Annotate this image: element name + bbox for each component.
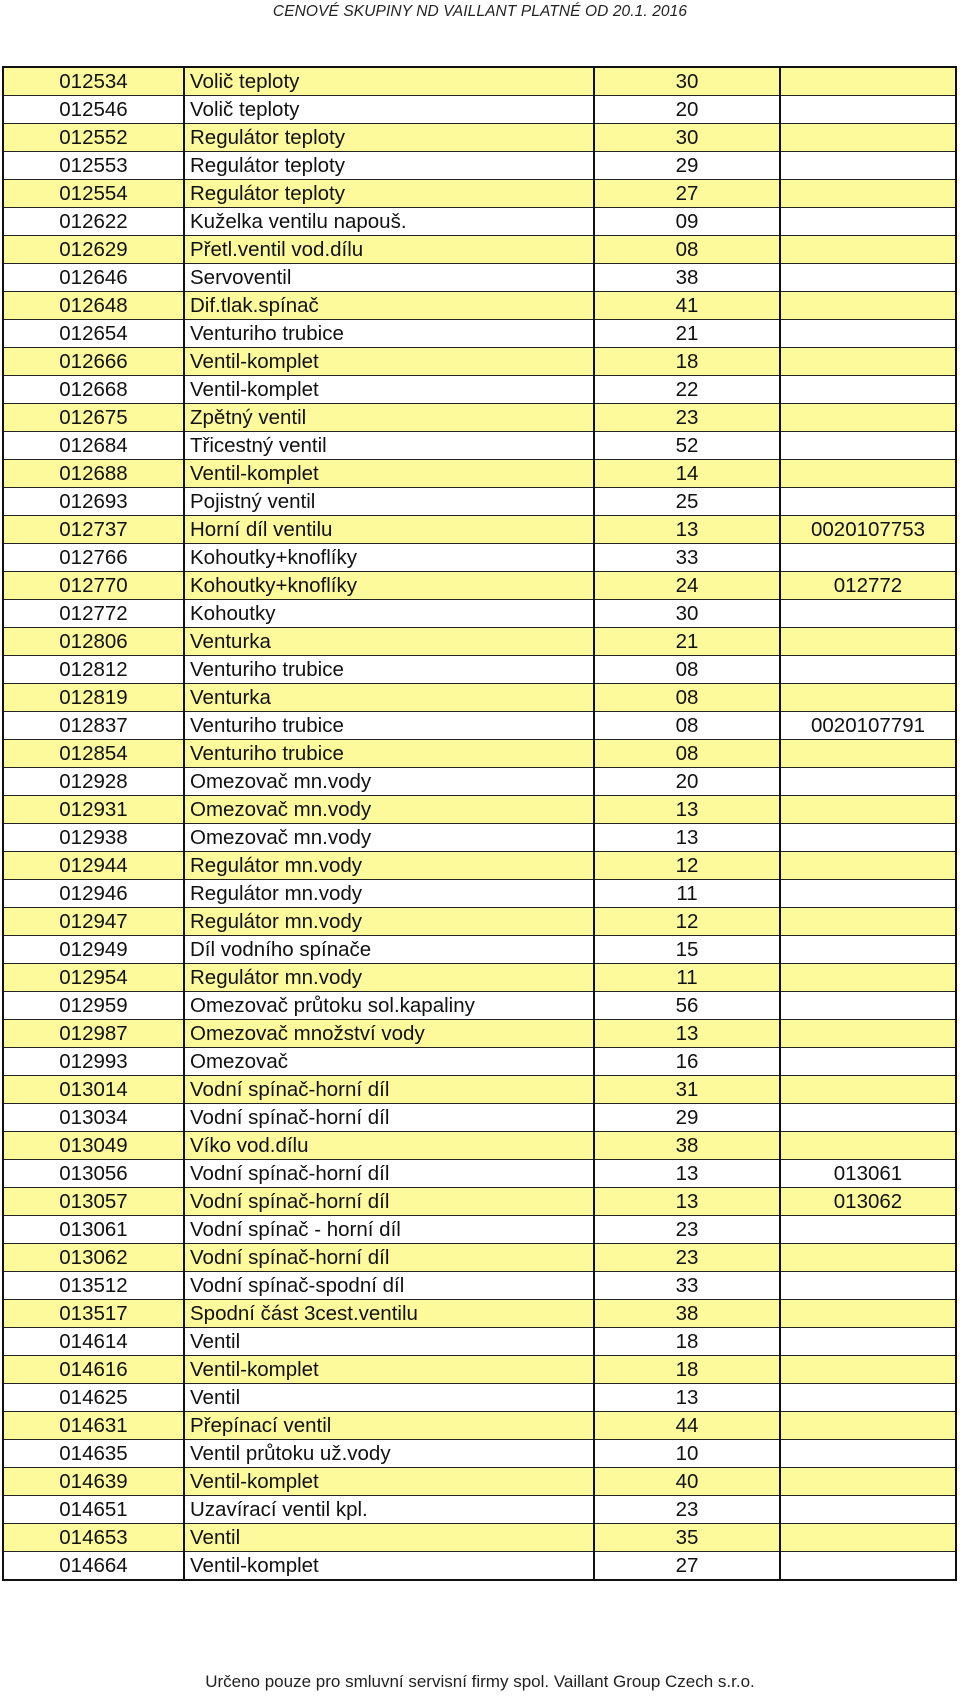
table-row [3, 656, 956, 684]
price-group-cell: 23 [594, 404, 780, 432]
table-row [3, 376, 956, 404]
part-code-cell: 012928 [3, 768, 184, 796]
part-name-cell: Pojistný ventil [184, 488, 594, 516]
price-group-cell: 12 [594, 852, 780, 880]
part-code-cell: 012766 [3, 544, 184, 572]
replacement-code-cell [780, 96, 956, 124]
part-name-cell: Regulátor teploty [184, 124, 594, 152]
replacement-code-cell [780, 1020, 956, 1048]
replacement-code-cell [780, 1468, 956, 1496]
part-code-cell: 012949 [3, 936, 184, 964]
part-code-cell: 012629 [3, 236, 184, 264]
price-group-cell: 23 [594, 1496, 780, 1524]
part-name-cell: Přepínací ventil [184, 1412, 594, 1440]
table-row [3, 1328, 956, 1356]
part-code-cell: 014616 [3, 1356, 184, 1384]
part-code-cell: 012684 [3, 432, 184, 460]
price-group-cell: 10 [594, 1440, 780, 1468]
replacement-code-cell [780, 1244, 956, 1272]
part-name-cell: Ventil-komplet [184, 1468, 594, 1496]
price-group-cell: 44 [594, 1412, 780, 1440]
price-group-cell: 21 [594, 320, 780, 348]
part-name-cell: Omezovač mn.vody [184, 824, 594, 852]
replacement-code-cell [780, 936, 956, 964]
table-row [3, 796, 956, 824]
table-row [3, 880, 956, 908]
part-code-cell: 013061 [3, 1216, 184, 1244]
part-code-cell: 012654 [3, 320, 184, 348]
price-group-cell: 41 [594, 292, 780, 320]
part-name-cell: Venturiho trubice [184, 320, 594, 348]
price-group-cell: 56 [594, 992, 780, 1020]
table-row [3, 1468, 956, 1496]
part-name-cell: Regulátor mn.vody [184, 880, 594, 908]
part-code-cell: 012622 [3, 208, 184, 236]
price-group-cell: 18 [594, 348, 780, 376]
price-group-cell: 33 [594, 544, 780, 572]
part-code-cell: 012688 [3, 460, 184, 488]
part-code-cell: 012534 [3, 67, 184, 96]
replacement-code-cell [780, 908, 956, 936]
price-group-cell: 20 [594, 768, 780, 796]
price-group-cell: 14 [594, 460, 780, 488]
table-row [3, 1384, 956, 1412]
part-code-cell: 012646 [3, 264, 184, 292]
price-group-cell: 18 [594, 1328, 780, 1356]
part-name-cell: Ventil-komplet [184, 1356, 594, 1384]
part-code-cell: 012546 [3, 96, 184, 124]
part-code-cell: 012648 [3, 292, 184, 320]
table-row [3, 292, 956, 320]
part-code-cell: 012553 [3, 152, 184, 180]
part-name-cell: Kohoutky+knoflíky [184, 544, 594, 572]
part-code-cell: 014653 [3, 1524, 184, 1552]
price-group-cell: 11 [594, 880, 780, 908]
part-code-cell: 012668 [3, 376, 184, 404]
price-group-table [2, 66, 957, 1581]
price-group-cell: 27 [594, 1552, 780, 1581]
part-code-cell: 012954 [3, 964, 184, 992]
part-name-cell: Venturiho trubice [184, 656, 594, 684]
table-row [3, 992, 956, 1020]
table-row [3, 1412, 956, 1440]
price-group-cell: 22 [594, 376, 780, 404]
part-code-cell: 012947 [3, 908, 184, 936]
part-code-cell: 014639 [3, 1468, 184, 1496]
replacement-code-cell [780, 1552, 956, 1581]
table-row [3, 320, 956, 348]
table-row [3, 1132, 956, 1160]
table-row [3, 180, 956, 208]
price-group-cell: 30 [594, 600, 780, 628]
replacement-code-cell [780, 320, 956, 348]
table-row [3, 1048, 956, 1076]
part-name-cell: Vodní spínač-horní díl [184, 1076, 594, 1104]
price-group-cell: 08 [594, 236, 780, 264]
replacement-code-cell [780, 1328, 956, 1356]
part-name-cell: Ventil-komplet [184, 1552, 594, 1581]
part-name-cell: Ventil průtoku už.vody [184, 1440, 594, 1468]
part-name-cell: Dif.tlak.spínač [184, 292, 594, 320]
part-name-cell: Vodní spínač - horní díl [184, 1216, 594, 1244]
part-code-cell: 012959 [3, 992, 184, 1020]
replacement-code-cell [780, 824, 956, 852]
replacement-code-cell [780, 656, 956, 684]
part-name-cell: Venturiho trubice [184, 740, 594, 768]
price-group-cell: 35 [594, 1524, 780, 1552]
part-code-cell: 013049 [3, 1132, 184, 1160]
part-code-cell: 014614 [3, 1328, 184, 1356]
price-group-cell: 12 [594, 908, 780, 936]
price-group-cell: 15 [594, 936, 780, 964]
price-group-cell: 18 [594, 1356, 780, 1384]
replacement-code-cell [780, 404, 956, 432]
part-name-cell: Víko vod.dílu [184, 1132, 594, 1160]
part-name-cell: Spodní část 3cest.ventilu [184, 1300, 594, 1328]
table-row [3, 964, 956, 992]
replacement-code-cell [780, 1104, 956, 1132]
price-group-cell: 40 [594, 1468, 780, 1496]
part-name-cell: Ventil [184, 1384, 594, 1412]
table-row [3, 1356, 956, 1384]
table-row [3, 348, 956, 376]
price-group-cell: 24 [594, 572, 780, 600]
part-name-cell: Kohoutky [184, 600, 594, 628]
replacement-code-cell [780, 740, 956, 768]
part-name-cell: Servoventil [184, 264, 594, 292]
replacement-code-cell [780, 208, 956, 236]
part-name-cell: Vodní spínač-horní díl [184, 1188, 594, 1216]
price-group-cell: 52 [594, 432, 780, 460]
part-name-cell: Ventil [184, 1524, 594, 1552]
replacement-code-cell [780, 264, 956, 292]
part-code-cell: 012552 [3, 124, 184, 152]
price-group-cell: 08 [594, 684, 780, 712]
table-row [3, 1300, 956, 1328]
part-name-cell: Regulátor teploty [184, 180, 594, 208]
table-row [3, 572, 956, 600]
replacement-code-cell [780, 1412, 956, 1440]
price-group-cell: 30 [594, 67, 780, 96]
part-name-cell: Omezovač mn.vody [184, 796, 594, 824]
part-code-cell: 013014 [3, 1076, 184, 1104]
part-name-cell: Regulátor mn.vody [184, 964, 594, 992]
replacement-code-cell [780, 880, 956, 908]
part-code-cell: 012993 [3, 1048, 184, 1076]
price-group-cell: 29 [594, 152, 780, 180]
part-name-cell: Zpětný ventil [184, 404, 594, 432]
replacement-code-cell [780, 348, 956, 376]
price-group-cell: 38 [594, 1132, 780, 1160]
table-row [3, 432, 956, 460]
replacement-code-cell [780, 460, 956, 488]
replacement-code-cell [780, 124, 956, 152]
part-name-cell: Regulátor mn.vody [184, 852, 594, 880]
price-group-cell: 13 [594, 1384, 780, 1412]
table-row [3, 628, 956, 656]
price-group-cell: 16 [594, 1048, 780, 1076]
replacement-code-cell [780, 180, 956, 208]
replacement-code-cell [780, 1524, 956, 1552]
part-name-cell: Kohoutky+knoflíky [184, 572, 594, 600]
replacement-code-cell [780, 1356, 956, 1384]
replacement-code-cell [780, 152, 956, 180]
replacement-code-cell [780, 768, 956, 796]
table-row [3, 460, 956, 488]
price-group-cell: 29 [594, 1104, 780, 1132]
part-name-cell: Ventil-komplet [184, 376, 594, 404]
price-group-cell: 13 [594, 1020, 780, 1048]
part-name-cell: Uzavírací ventil kpl. [184, 1496, 594, 1524]
part-code-cell: 012675 [3, 404, 184, 432]
price-group-cell: 27 [594, 180, 780, 208]
part-name-cell: Ventil-komplet [184, 460, 594, 488]
table-row [3, 404, 956, 432]
table-row [3, 1440, 956, 1468]
price-group-cell: 08 [594, 656, 780, 684]
table-row [3, 1552, 956, 1581]
part-name-cell: Volič teploty [184, 96, 594, 124]
replacement-code-cell [780, 1076, 956, 1104]
part-name-cell: Vodní spínač-horní díl [184, 1160, 594, 1188]
part-code-cell: 014651 [3, 1496, 184, 1524]
table-row [3, 684, 956, 712]
price-group-cell: 23 [594, 1244, 780, 1272]
replacement-code-cell [780, 1272, 956, 1300]
replacement-code-cell [780, 992, 956, 1020]
replacement-code-cell [780, 964, 956, 992]
part-code-cell: 013034 [3, 1104, 184, 1132]
replacement-code-cell [780, 1384, 956, 1412]
table-row [3, 712, 956, 740]
price-group-cell: 38 [594, 264, 780, 292]
part-name-cell: Vodní spínač-horní díl [184, 1244, 594, 1272]
page-header: CENOVÉ SKUPINY ND VAILLANT PLATNÉ OD 20.1. 2016 [272, 3, 688, 20]
replacement-code-cell [780, 432, 956, 460]
part-name-cell: Venturiho trubice [184, 712, 594, 740]
part-code-cell: 012666 [3, 348, 184, 376]
part-name-cell: Vodní spínač-spodní díl [184, 1272, 594, 1300]
table-row [3, 516, 956, 544]
part-name-cell: Horní díl ventilu [184, 516, 594, 544]
part-name-cell: Regulátor teploty [184, 152, 594, 180]
replacement-code-cell: 0020107753 [780, 516, 956, 544]
replacement-code-cell [780, 1132, 956, 1160]
replacement-code-cell [780, 1048, 956, 1076]
replacement-code-cell: 012772 [780, 572, 956, 600]
replacement-code-cell [780, 1300, 956, 1328]
table-body [3, 67, 956, 1580]
part-code-cell: 012819 [3, 684, 184, 712]
part-code-cell: 012554 [3, 180, 184, 208]
part-code-cell: 013512 [3, 1272, 184, 1300]
table-row [3, 1524, 956, 1552]
replacement-code-cell: 013062 [780, 1188, 956, 1216]
replacement-code-cell [780, 1440, 956, 1468]
table-row [3, 236, 956, 264]
table-row [3, 936, 956, 964]
table-row [3, 152, 956, 180]
table-row [3, 1160, 956, 1188]
part-code-cell: 013057 [3, 1188, 184, 1216]
price-group-cell: 13 [594, 796, 780, 824]
part-code-cell: 012931 [3, 796, 184, 824]
table-row [3, 1216, 956, 1244]
replacement-code-cell [780, 1496, 956, 1524]
table-row [3, 852, 956, 880]
part-name-cell: Kuželka ventilu napouš. [184, 208, 594, 236]
replacement-code-cell: 0020107791 [780, 712, 956, 740]
part-code-cell: 012938 [3, 824, 184, 852]
part-name-cell: Venturka [184, 628, 594, 656]
replacement-code-cell [780, 628, 956, 656]
replacement-code-cell [780, 376, 956, 404]
part-code-cell: 012770 [3, 572, 184, 600]
table-row [3, 488, 956, 516]
replacement-code-cell [780, 488, 956, 516]
part-name-cell: Díl vodního spínače [184, 936, 594, 964]
table-row [3, 768, 956, 796]
price-group-cell: 08 [594, 712, 780, 740]
part-code-cell: 014635 [3, 1440, 184, 1468]
table-row [3, 824, 956, 852]
table-row [3, 1104, 956, 1132]
table-row [3, 908, 956, 936]
part-name-cell: Vodní spínač-horní díl [184, 1104, 594, 1132]
part-name-cell: Regulátor mn.vody [184, 908, 594, 936]
table-row [3, 1076, 956, 1104]
price-group-cell: 38 [594, 1300, 780, 1328]
part-code-cell: 012946 [3, 880, 184, 908]
part-code-cell: 014625 [3, 1384, 184, 1412]
table-row [3, 1244, 956, 1272]
price-group-cell: 30 [594, 124, 780, 152]
part-name-cell: Přetl.ventil vod.dílu [184, 236, 594, 264]
part-code-cell: 012987 [3, 1020, 184, 1048]
part-code-cell: 013062 [3, 1244, 184, 1272]
table-row [3, 96, 956, 124]
price-group-cell: 13 [594, 824, 780, 852]
price-group-cell: 08 [594, 740, 780, 768]
price-group-cell: 09 [594, 208, 780, 236]
table-row [3, 1272, 956, 1300]
table-row [3, 600, 956, 628]
replacement-code-cell [780, 684, 956, 712]
part-name-cell: Omezovač množství vody [184, 1020, 594, 1048]
part-code-cell: 012806 [3, 628, 184, 656]
table-row [3, 544, 956, 572]
price-group-cell: 13 [594, 1160, 780, 1188]
part-code-cell: 014631 [3, 1412, 184, 1440]
table-row [3, 67, 956, 96]
price-group-cell: 20 [594, 96, 780, 124]
replacement-code-cell [780, 292, 956, 320]
replacement-code-cell [780, 67, 956, 96]
part-name-cell: Volič teploty [184, 67, 594, 96]
replacement-code-cell [780, 796, 956, 824]
price-group-cell: 13 [594, 516, 780, 544]
part-code-cell: 012837 [3, 712, 184, 740]
replacement-code-cell [780, 544, 956, 572]
replacement-code-cell: 013061 [780, 1160, 956, 1188]
part-code-cell: 012944 [3, 852, 184, 880]
table-row [3, 124, 956, 152]
part-code-cell: 013056 [3, 1160, 184, 1188]
part-name-cell: Ventil-komplet [184, 348, 594, 376]
table-row [3, 740, 956, 768]
price-group-cell: 11 [594, 964, 780, 992]
part-code-cell: 012812 [3, 656, 184, 684]
price-group-cell: 25 [594, 488, 780, 516]
price-group-cell: 31 [594, 1076, 780, 1104]
table-row [3, 1188, 956, 1216]
price-group-cell: 13 [594, 1188, 780, 1216]
part-name-cell: Ventil [184, 1328, 594, 1356]
part-code-cell: 013517 [3, 1300, 184, 1328]
replacement-code-cell [780, 600, 956, 628]
page-footer: Určeno pouze pro smluvní servisní firmy spol. Vaillant Group Czech s.r.o. [205, 1672, 755, 1691]
price-group-cell: 33 [594, 1272, 780, 1300]
table-row [3, 1496, 956, 1524]
table-row [3, 264, 956, 292]
part-name-cell: Omezovač mn.vody [184, 768, 594, 796]
price-group-cell: 23 [594, 1216, 780, 1244]
part-code-cell: 012693 [3, 488, 184, 516]
replacement-code-cell [780, 236, 956, 264]
replacement-code-cell [780, 852, 956, 880]
table-row [3, 1020, 956, 1048]
table-row [3, 208, 956, 236]
replacement-code-cell [780, 1216, 956, 1244]
part-code-cell: 012854 [3, 740, 184, 768]
part-name-cell: Omezovač průtoku sol.kapaliny [184, 992, 594, 1020]
price-group-cell: 21 [594, 628, 780, 656]
part-name-cell: Venturka [184, 684, 594, 712]
part-code-cell: 012772 [3, 600, 184, 628]
part-name-cell: Omezovač [184, 1048, 594, 1076]
part-code-cell: 014664 [3, 1552, 184, 1581]
part-name-cell: Třicestný ventil [184, 432, 594, 460]
part-code-cell: 012737 [3, 516, 184, 544]
